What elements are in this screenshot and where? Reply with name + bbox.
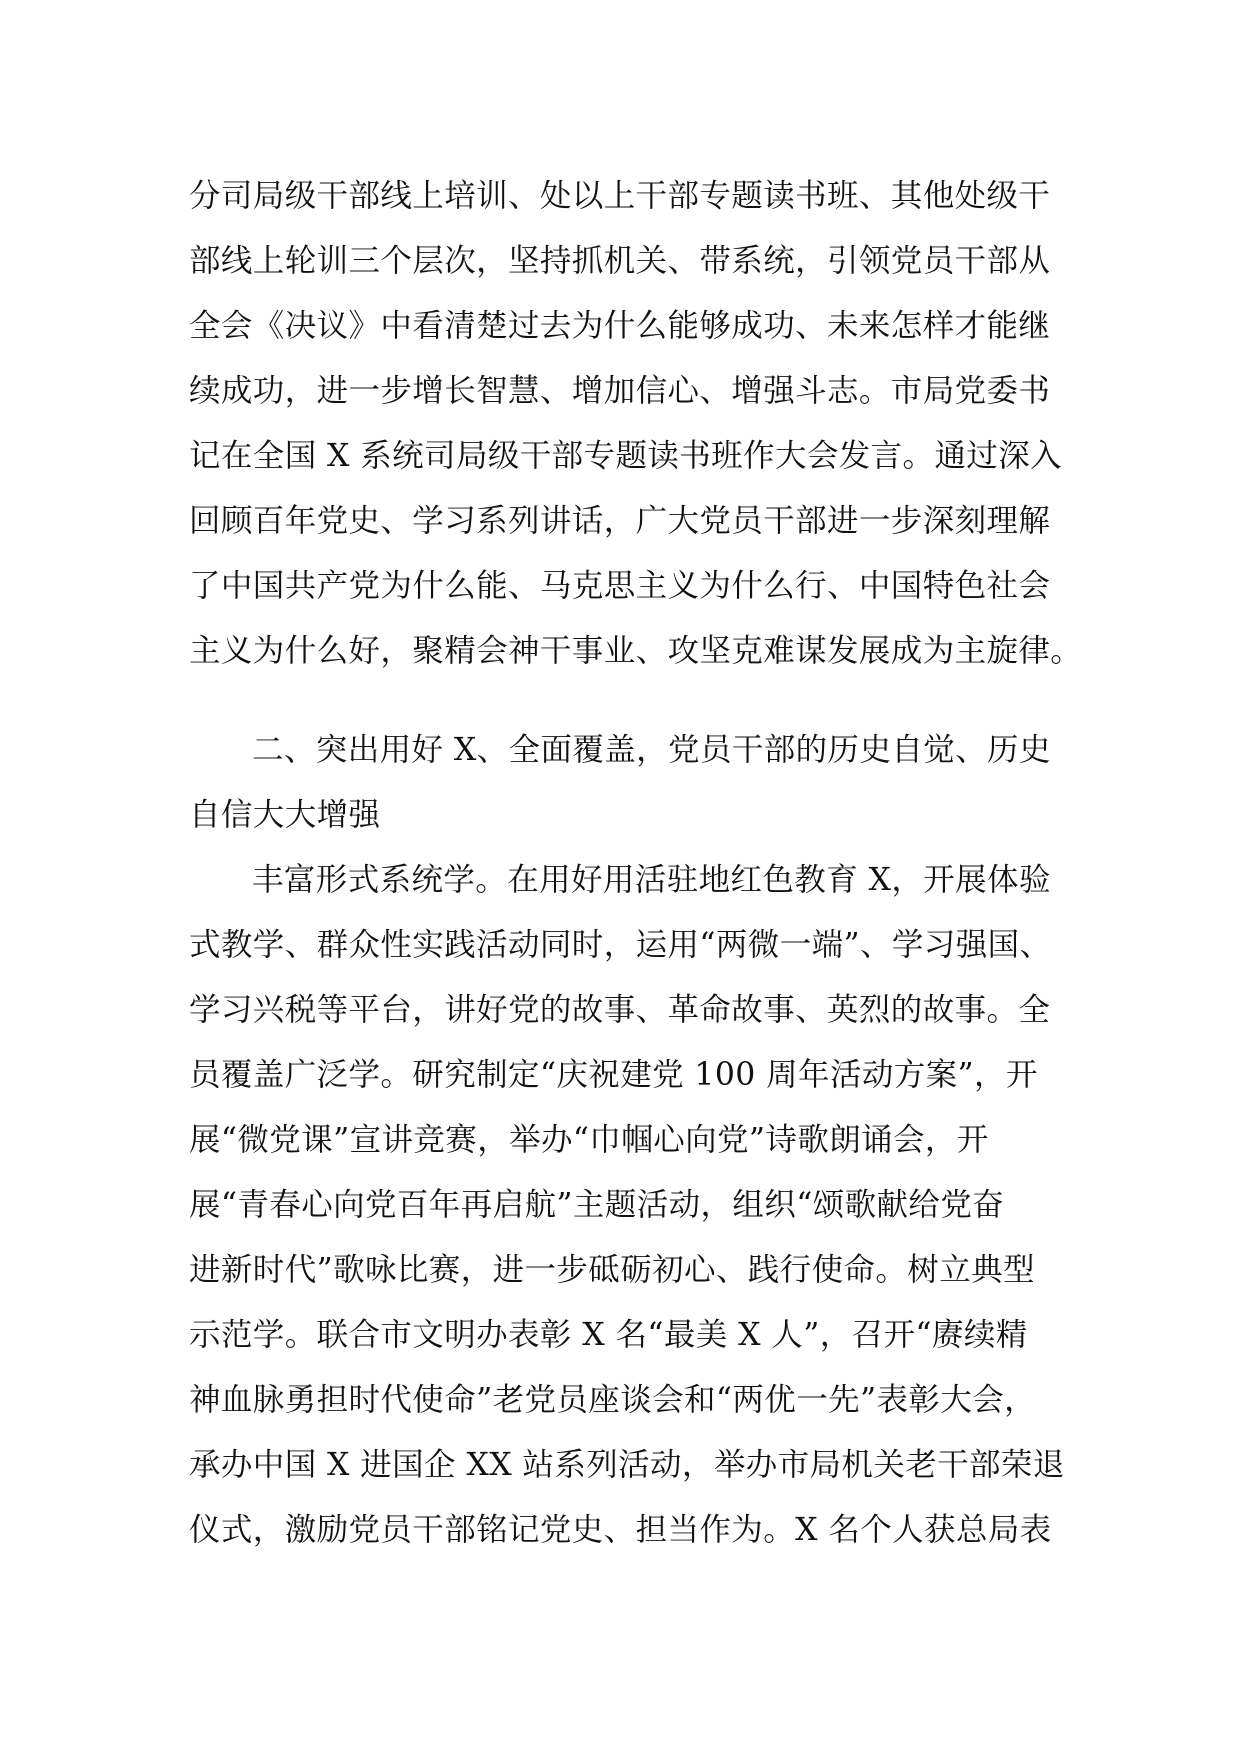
paragraph-line: 神血脉勇担时代使命”老党员座谈会和“两优一先”表彰大会， [189,1382,1037,1418]
paragraph-line: 展“微党课”宣讲竞赛，举办“巾帼心向党”诗歌朗诵会，开 [189,1122,989,1158]
paragraph-2 [189,848,1089,1563]
paragraph-line: 展“青春心向党百年再启航”主题活动，组织“颂歌献给党奋 [189,1187,1005,1223]
paragraph-line: 主义为什么好，聚精会神干事业、攻坚克难谋发展成为主旋律。 [189,633,1083,669]
paragraph-line: 学习兴税等平台，讲好党的故事、革命故事、英烈的故事。全 [189,992,1051,1028]
heading-line: 自信大大增强 [189,797,381,833]
paragraph-line: 承办中国 X 进国企 XX 站系列活动，举办市局机关老干部荣退 [189,1447,1065,1483]
paragraph-line: 续成功，进一步增长智慧、增加信心、增强斗志。市局党委书 [189,373,1051,409]
paragraph-line: 记在全国 X 系统司局级干部专题读书班作大会发言。通过深入 [189,438,1063,474]
paragraph-line: 员覆盖广泛学。研究制定“庆祝建党 100 周年活动方案”，开 [189,1057,1038,1093]
paragraph-1 [189,164,1089,684]
paragraph-line: 进新时代”歌咏比赛，进一步砥砺初心、践行使命。树立典型 [189,1252,1035,1288]
paragraph-line: 丰富形式系统学。在用好用活驻地红色教育 X，开展体验 [252,862,1051,898]
paragraph-line: 仪式，激励党员干部铭记党史、担当作为。X 名个人获总局表 [189,1512,1052,1548]
paragraph-line: 全会《决议》中看清楚过去为什么能够成功、未来怎样才能继 [189,308,1051,344]
paragraph-line: 分司局级干部线上培训、处以上干部专题读书班、其他处级干 [189,178,1051,214]
section-heading-2 [189,718,1089,848]
paragraph-line: 回顾百年党史、学习系列讲话，广大党员干部进一步深刻理解 [189,503,1051,539]
heading-line: 二、突出用好 X、全面覆盖，党员干部的历史自觉、历史 [252,732,1051,768]
paragraph-line: 了中国共产党为什么能、马克思主义为什么行、中国特色社会 [189,568,1051,604]
paragraph-line: 式教学、群众性实践活动同时，运用“两微一端”、学习强国、 [189,927,1052,963]
paragraph-line: 部线上轮训三个层次，坚持抓机关、带系统，引领党员干部从 [189,243,1051,279]
paragraph-line: 示范学。联合市文明办表彰 X 名“最美 X 人”，召开“赓续精 [189,1317,1028,1353]
